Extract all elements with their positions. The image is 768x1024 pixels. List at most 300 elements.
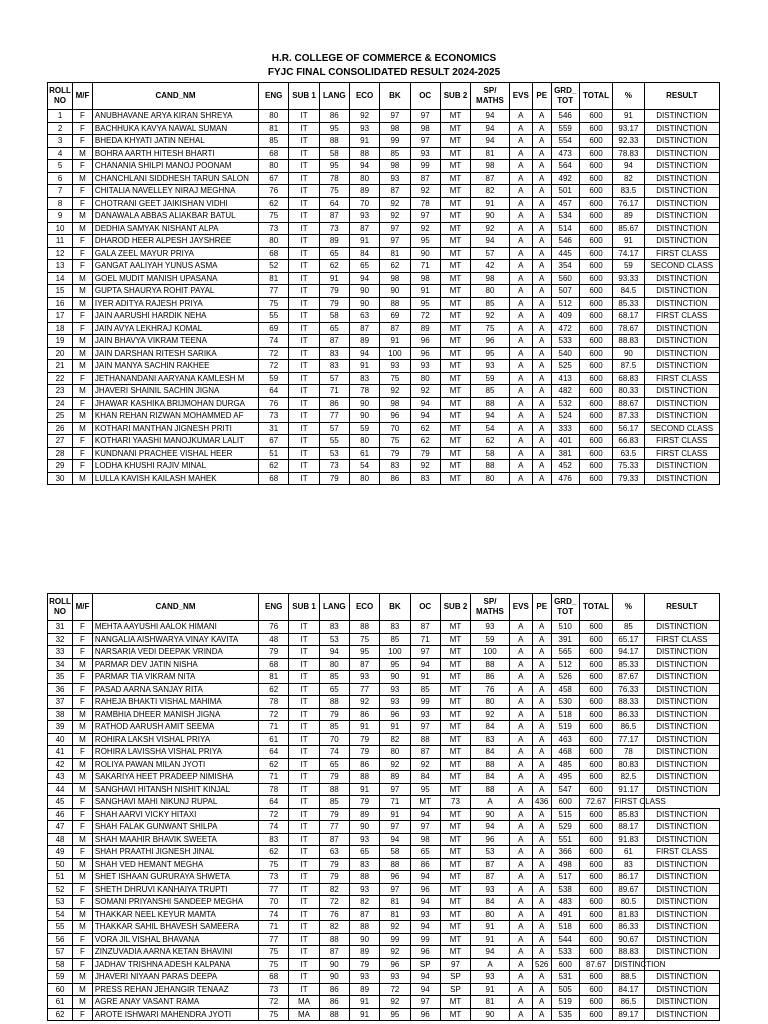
cell-eng: 75 xyxy=(259,858,289,871)
cell-total: 600 xyxy=(579,633,612,646)
cell-total: 600 xyxy=(579,746,612,759)
cell-percent: 94.17 xyxy=(613,646,644,659)
cell-result: DISTINCTION xyxy=(644,721,719,734)
cell-eco: 89 xyxy=(349,185,379,198)
table-header-row xyxy=(48,83,720,110)
cell-oc: 87 xyxy=(410,621,440,634)
cell-roll-no: 53 xyxy=(48,896,73,909)
cell-roll-no: 4 xyxy=(48,147,73,160)
cell-candidate-name: NARSARIA VEDI DEEPAK VRINDA xyxy=(92,646,258,659)
cell-eco: 79 xyxy=(349,796,379,809)
cell-total: 600 xyxy=(579,447,612,460)
cell-candidate-name: DEDHIA SAMYAK NISHANT ALPA xyxy=(92,222,258,235)
cell-sub1: IT xyxy=(289,272,319,285)
cell-roll-no: 61 xyxy=(48,996,73,1009)
cell-total: 600 xyxy=(579,658,612,671)
cell-pe: A xyxy=(532,783,551,796)
cell-roll-no: 3 xyxy=(48,135,73,148)
cell-lang: 85 xyxy=(319,796,349,809)
cell-percent: 85.33 xyxy=(613,658,644,671)
cell-candidate-name: ZINZUVADIA AARNA KETAN BHAVINI xyxy=(92,946,258,959)
cell-lang: 85 xyxy=(319,671,349,684)
cell-oc: 92 xyxy=(410,758,440,771)
cell-roll-no: 44 xyxy=(48,783,73,796)
cell-sub2: MT xyxy=(440,721,470,734)
cell-grand-total: 452 xyxy=(551,460,579,473)
cell-grand-total: 531 xyxy=(551,971,579,984)
cell-result: DISTINCTION xyxy=(644,833,719,846)
cell-total: 72.67 xyxy=(579,796,612,809)
cell-eng: 71 xyxy=(259,921,289,934)
cell-grand-total: 510 xyxy=(551,621,579,634)
cell-oc: 72 xyxy=(410,310,440,323)
cell-gender: M xyxy=(73,385,93,398)
table-row xyxy=(48,285,720,298)
cell-sp-maths: 92 xyxy=(471,222,510,235)
cell-grand-total: 463 xyxy=(551,733,579,746)
cell-percent: 85 xyxy=(613,621,644,634)
cell-result: FIRST CLASS xyxy=(644,372,719,385)
cell-evs: A xyxy=(509,733,532,746)
cell-evs: A xyxy=(509,472,532,485)
cell-candidate-name: JAIN BHAVYA VIKRAM TEENA xyxy=(92,335,258,348)
cell-eng: 68 xyxy=(259,147,289,160)
table-row xyxy=(48,1008,720,1021)
cell-sub1: IT xyxy=(289,958,319,971)
cell-pe: A xyxy=(532,721,551,734)
table-row xyxy=(48,260,720,273)
cell-gender: M xyxy=(73,297,93,310)
cell-roll-no: 54 xyxy=(48,908,73,921)
cell-total: 600 xyxy=(579,185,612,198)
cell-lang: 79 xyxy=(319,771,349,784)
cell-oc: 98 xyxy=(410,272,440,285)
cell-lang: 95 xyxy=(319,160,349,173)
cell-pe: A xyxy=(532,896,551,909)
cell-lang: 77 xyxy=(319,410,349,423)
table-row xyxy=(48,322,720,335)
cell-evs: A xyxy=(509,896,532,909)
college-name: H.R. COLLEGE OF COMMERCE & ECONOMICS xyxy=(271,53,497,64)
cell-sub2: MT xyxy=(440,621,470,634)
cell-percent: 91.17 xyxy=(613,783,644,796)
cell-grand-total: 498 xyxy=(551,858,579,871)
cell-grand-total: 551 xyxy=(551,833,579,846)
cell-oc: 99 xyxy=(410,933,440,946)
cell-sp-maths: 96 xyxy=(471,833,510,846)
cell-oc: 93 xyxy=(410,908,440,921)
cell-bk: 75 xyxy=(380,435,410,448)
cell-pe: A xyxy=(532,322,551,335)
cell-sub1: IT xyxy=(289,758,319,771)
cell-eng: 81 xyxy=(259,122,289,135)
cell-sub1: IT xyxy=(289,783,319,796)
cell-result: DISTINCTION xyxy=(644,883,719,896)
cell-grand-total: 507 xyxy=(551,285,579,298)
table-row xyxy=(48,758,720,771)
cell-total: 600 xyxy=(579,197,612,210)
cell-sp-maths: 91 xyxy=(471,983,510,996)
cell-candidate-name: SHET ISHAAN GURURAYA SHWETA xyxy=(92,871,258,884)
cell-total: 600 xyxy=(579,472,612,485)
cell-lang: 83 xyxy=(319,621,349,634)
cell-candidate-name: JETHANANDANI AARYANA KAMLESH M xyxy=(92,372,258,385)
cell-percent: 68.17 xyxy=(613,310,644,323)
cell-gender: F xyxy=(73,671,93,684)
cell-gender: F xyxy=(73,896,93,909)
cell-percent: 88.5 xyxy=(613,971,644,984)
cell-eng: 71 xyxy=(259,771,289,784)
table-row xyxy=(48,347,720,360)
cell-grand-total: 530 xyxy=(551,696,579,709)
cell-oc: 94 xyxy=(410,871,440,884)
cell-result: DISTINCTION xyxy=(644,472,719,485)
cell-candidate-name: JAIN AVYA LEKHRAJ KOMAL xyxy=(92,322,258,335)
cell-gender: M xyxy=(73,908,93,921)
cell-sp-maths: 59 xyxy=(471,633,510,646)
cell-sub2: MT xyxy=(440,172,470,185)
cell-bk: 97 xyxy=(380,883,410,896)
cell-eng: 52 xyxy=(259,260,289,273)
cell-pe: A xyxy=(532,821,551,834)
cell-sub2: MT xyxy=(440,372,470,385)
cell-lang: 83 xyxy=(319,360,349,373)
cell-eng: 78 xyxy=(259,696,289,709)
cell-roll-no: 52 xyxy=(48,883,73,896)
cell-sub1: IT xyxy=(289,260,319,273)
cell-total: 600 xyxy=(579,160,612,173)
cell-evs: A xyxy=(509,721,532,734)
cell-grand-total: 519 xyxy=(551,721,579,734)
cell-eng: 69 xyxy=(259,322,289,335)
table-row xyxy=(48,472,720,485)
cell-roll-no: 15 xyxy=(48,285,73,298)
cell-gender: F xyxy=(73,883,93,896)
cell-lang: 86 xyxy=(319,983,349,996)
cell-pe: A xyxy=(532,235,551,248)
cell-sub1: IT xyxy=(289,422,319,435)
cell-eng: 79 xyxy=(259,646,289,659)
cell-eco: 90 xyxy=(349,821,379,834)
cell-percent: 91 xyxy=(613,235,644,248)
cell-sp-maths: 80 xyxy=(471,908,510,921)
cell-evs: A xyxy=(509,222,532,235)
cell-eng: 74 xyxy=(259,908,289,921)
cell-result: DISTINCTION xyxy=(644,397,719,410)
cell-roll-no: 62 xyxy=(48,1008,73,1021)
cell-sub1: IT xyxy=(289,733,319,746)
cell-roll-no: 58 xyxy=(48,958,73,971)
cell-evs: A xyxy=(509,210,532,223)
cell-bk: 98 xyxy=(380,160,410,173)
cell-percent: 89 xyxy=(613,210,644,223)
cell-lang: 79 xyxy=(319,472,349,485)
cell-roll-no: 43 xyxy=(48,771,73,784)
cell-pe: A xyxy=(532,833,551,846)
cell-sub1: IT xyxy=(289,846,319,859)
cell-bk: 83 xyxy=(380,621,410,634)
cell-sub2: MT xyxy=(440,322,470,335)
cell-gender: F xyxy=(73,958,93,971)
cell-sub1: IT xyxy=(289,147,319,160)
cell-eco: 92 xyxy=(349,110,379,123)
cell-sub2: MT xyxy=(440,110,470,123)
cell-sp-maths: 92 xyxy=(471,310,510,323)
cell-grand-total: 529 xyxy=(551,821,579,834)
cell-sub1: IT xyxy=(289,833,319,846)
cell-sp-maths: 54 xyxy=(471,422,510,435)
cell-pe: A xyxy=(532,696,551,709)
cell-result: DISTINCTION xyxy=(644,335,719,348)
column-header-grand-total: GRD_ TOT xyxy=(551,83,579,110)
cell-sp-maths: 88 xyxy=(471,783,510,796)
cell-candidate-name: SHAH MAAHIR BHAVIK SWEETA xyxy=(92,833,258,846)
cell-lang: 79 xyxy=(319,858,349,871)
cell-sub2: MT xyxy=(440,335,470,348)
cell-oc: 83 xyxy=(410,472,440,485)
cell-lang: 58 xyxy=(319,310,349,323)
cell-roll-no: 17 xyxy=(48,310,73,323)
cell-pe: A xyxy=(532,135,551,148)
cell-roll-no: 45 xyxy=(48,796,73,809)
cell-candidate-name: GALA ZEEL MAYUR PRIYA xyxy=(92,247,258,260)
cell-sub2: MT xyxy=(440,260,470,273)
cell-percent: 88.83 xyxy=(613,335,644,348)
cell-bk: 93 xyxy=(380,971,410,984)
cell-pe: 526 xyxy=(532,958,551,971)
cell-percent: 77.17 xyxy=(613,733,644,746)
cell-bk: 97 xyxy=(380,110,410,123)
cell-oc: 95 xyxy=(410,783,440,796)
cell-candidate-name: ROHIRA LAVISSHA VISHAL PRIYA xyxy=(92,746,258,759)
cell-candidate-name: SHAH PRAATHI JIGNESH JINAL xyxy=(92,846,258,859)
cell-eng: 68 xyxy=(259,472,289,485)
cell-bk: 90 xyxy=(380,671,410,684)
table-row xyxy=(48,222,720,235)
cell-sub1: IT xyxy=(289,435,319,448)
cell-sp-maths: 88 xyxy=(471,658,510,671)
cell-sub1: IT xyxy=(289,946,319,959)
cell-gender: F xyxy=(73,696,93,709)
cell-eng: 73 xyxy=(259,983,289,996)
cell-eng: 83 xyxy=(259,833,289,846)
cell-bk: 91 xyxy=(380,335,410,348)
cell-sp-maths: 92 xyxy=(471,708,510,721)
cell-total: 600 xyxy=(579,983,612,996)
cell-gender: M xyxy=(73,147,93,160)
cell-evs: A xyxy=(509,621,532,634)
cell-sub2: MT xyxy=(440,297,470,310)
cell-pe: A xyxy=(532,310,551,323)
cell-roll-no: 11 xyxy=(48,235,73,248)
table-row xyxy=(48,185,720,198)
cell-sp-maths: 87 xyxy=(471,871,510,884)
cell-sub1: IT xyxy=(289,385,319,398)
cell-eco: 90 xyxy=(349,410,379,423)
cell-gender: M xyxy=(73,222,93,235)
cell-lang: 65 xyxy=(319,683,349,696)
cell-sub1: IT xyxy=(289,808,319,821)
cell-eco: 93 xyxy=(349,833,379,846)
cell-grand-total: 559 xyxy=(551,122,579,135)
cell-evs: A xyxy=(509,708,532,721)
cell-bk: 93 xyxy=(380,172,410,185)
cell-grand-total: 485 xyxy=(551,758,579,771)
cell-eco: 84 xyxy=(349,247,379,260)
table-row xyxy=(48,633,720,646)
cell-bk: 98 xyxy=(380,272,410,285)
cell-bk: 62 xyxy=(380,260,410,273)
table-row xyxy=(48,708,720,721)
cell-eng: 72 xyxy=(259,996,289,1009)
cell-roll-no: 19 xyxy=(48,335,73,348)
cell-roll-no: 25 xyxy=(48,410,73,423)
cell-eco: 95 xyxy=(349,646,379,659)
cell-grand-total: 468 xyxy=(551,746,579,759)
cell-result: DISTINCTION xyxy=(644,197,719,210)
cell-sub2: MT xyxy=(440,185,470,198)
cell-sub1: IT xyxy=(289,971,319,984)
column-header-percent: % xyxy=(613,594,644,621)
cell-sub1: IT xyxy=(289,297,319,310)
cell-sub2: MT xyxy=(440,758,470,771)
cell-roll-no: 34 xyxy=(48,658,73,671)
table-row xyxy=(48,272,720,285)
cell-bk: 81 xyxy=(380,247,410,260)
table-row xyxy=(48,946,720,959)
cell-sub2: MT xyxy=(440,1008,470,1021)
cell-sub2: MT xyxy=(440,422,470,435)
cell-roll-no: 48 xyxy=(48,833,73,846)
cell-candidate-name: RAMBHIA DHEER MANISH JIGNA xyxy=(92,708,258,721)
cell-total: 600 xyxy=(579,871,612,884)
cell-sub1: IT xyxy=(289,933,319,946)
cell-evs: A xyxy=(509,683,532,696)
table-row xyxy=(48,908,720,921)
table-row xyxy=(48,110,720,123)
cell-pe: A xyxy=(532,983,551,996)
cell-evs: A xyxy=(509,958,532,971)
table-row xyxy=(48,447,720,460)
cell-roll-no: 20 xyxy=(48,347,73,360)
cell-result: DISTINCTION xyxy=(644,646,719,659)
cell-candidate-name: DANAWALA ABBAS ALIAKBAR BATUL xyxy=(92,210,258,223)
cell-pe: A xyxy=(532,858,551,871)
cell-roll-no: 13 xyxy=(48,260,73,273)
cell-lang: 82 xyxy=(319,883,349,896)
cell-eng: 48 xyxy=(259,633,289,646)
cell-pe: A xyxy=(532,971,551,984)
cell-gender: F xyxy=(73,397,93,410)
cell-lang: 79 xyxy=(319,808,349,821)
cell-grand-total: 483 xyxy=(551,896,579,909)
cell-candidate-name: SANGHAVI HITANSH NISHIT KINJAL xyxy=(92,783,258,796)
cell-grand-total: 544 xyxy=(551,933,579,946)
cell-result: DISTINCTION xyxy=(644,983,719,996)
cell-sp-maths: 85 xyxy=(471,297,510,310)
cell-total: 600 xyxy=(579,921,612,934)
cell-lang: 80 xyxy=(319,658,349,671)
cell-oc: 98 xyxy=(410,833,440,846)
cell-sp-maths: A xyxy=(471,958,510,971)
cell-oc: 95 xyxy=(410,235,440,248)
cell-bk: 91 xyxy=(380,808,410,821)
cell-evs: A xyxy=(509,821,532,834)
cell-total: 600 xyxy=(579,235,612,248)
cell-lang: 76 xyxy=(319,908,349,921)
cell-roll-no: 2 xyxy=(48,122,73,135)
cell-gender: F xyxy=(73,683,93,696)
cell-oc: 71 xyxy=(410,260,440,273)
cell-lang: 87 xyxy=(319,946,349,959)
cell-sp-maths: 82 xyxy=(471,185,510,198)
cell-sub2: MT xyxy=(440,883,470,896)
cell-result: DISTINCTION xyxy=(644,360,719,373)
cell-eco: 88 xyxy=(349,621,379,634)
cell-result: DISTINCTION xyxy=(644,147,719,160)
cell-roll-no: 55 xyxy=(48,921,73,934)
cell-pe: A xyxy=(532,410,551,423)
cell-roll-no: 5 xyxy=(48,160,73,173)
cell-percent: 90.67 xyxy=(613,933,644,946)
cell-evs: A xyxy=(509,422,532,435)
cell-candidate-name: AGRE ANAY VASANT RAMA xyxy=(92,996,258,1009)
cell-percent: 86.5 xyxy=(613,996,644,1009)
cell-candidate-name: VORA JIL VISHAL BHAVANA xyxy=(92,933,258,946)
cell-eng: 80 xyxy=(259,160,289,173)
cell-grand-total: 512 xyxy=(551,658,579,671)
cell-percent: 93.33 xyxy=(613,272,644,285)
cell-lang: 64 xyxy=(319,197,349,210)
cell-grand-total: 525 xyxy=(551,360,579,373)
cell-candidate-name: GUPTA SHAURYA ROHIT PAYAL xyxy=(92,285,258,298)
cell-total: 600 xyxy=(579,683,612,696)
cell-total: 600 xyxy=(579,846,612,859)
cell-sub1: IT xyxy=(289,621,319,634)
cell-sub1: IT xyxy=(289,122,319,135)
cell-result: DISTINCTION xyxy=(644,285,719,298)
cell-roll-no: 56 xyxy=(48,933,73,946)
cell-roll-no: 50 xyxy=(48,858,73,871)
cell-grand-total: 526 xyxy=(551,671,579,684)
cell-evs: A xyxy=(509,846,532,859)
cell-oc: 62 xyxy=(410,435,440,448)
cell-candidate-name: SANGHAVI MAHI NIKUNJ RUPAL xyxy=(92,796,258,809)
cell-eco: 91 xyxy=(349,1008,379,1021)
cell-bk: 92 xyxy=(380,758,410,771)
cell-sub2: MT xyxy=(440,846,470,859)
cell-lang: 90 xyxy=(319,958,349,971)
cell-sub2: 97 xyxy=(440,958,470,971)
cell-roll-no: 57 xyxy=(48,946,73,959)
cell-candidate-name: JAIN AARUSHI HARDIK NEHA xyxy=(92,310,258,323)
cell-evs: A xyxy=(509,771,532,784)
table-row xyxy=(48,460,720,473)
cell-oc: 97 xyxy=(410,110,440,123)
cell-result: DISTINCTION xyxy=(644,297,719,310)
cell-bk: 92 xyxy=(380,921,410,934)
cell-percent: 86.17 xyxy=(613,871,644,884)
cell-sp-maths: 94 xyxy=(471,135,510,148)
table-row xyxy=(48,733,720,746)
cell-oc: 94 xyxy=(410,983,440,996)
cell-bk: 82 xyxy=(380,733,410,746)
cell-sub1: IT xyxy=(289,883,319,896)
cell-percent: 84.5 xyxy=(613,285,644,298)
cell-sub2: MT xyxy=(440,933,470,946)
cell-sub1: IT xyxy=(289,160,319,173)
cell-pe: A xyxy=(532,871,551,884)
